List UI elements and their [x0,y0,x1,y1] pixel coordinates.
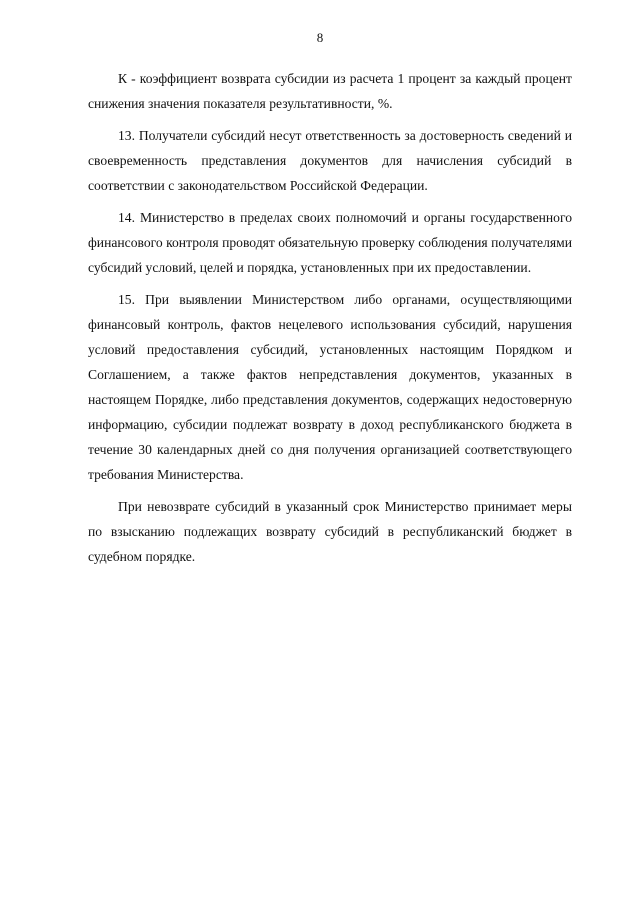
paragraph-14: 14. Министерство в пределах своих полномочий и органы государственного финансового контроля проводят обязательную проверку соблюдения получателями субсидий условий, целей и порядка, установленных при их предоставлении. [88,210,572,275]
paragraph-15: 15. При выявлении Министерством либо органами, осуществляющими финансовый контроль, фактов нецелевого использования субсидий, нарушения условий предоставления субсидий, установленных настоящим Порядком и Соглашением, а также фактов непредставления документов, указанных в настоящем Порядке, либо представления документов, содержащих недостоверную информацию, субсидии подлежат возврату в доход республиканского бюджета в течение 30 календарных дней со дня получения организацией соответствующего требования Министерства. [88,292,572,482]
paragraph-non-return: При невозврате субсидий в указанный срок Министерство принимает меры по взысканию подлежащих возврату субсидий в республиканский бюджет в судебном порядке. [88,499,572,564]
page-number: 8 [316,30,324,45]
document-body [88,66,572,576]
paragraph-13: 13. Получатели субсидий несут ответственность за достоверность сведений и своевременность представления документов для начисления субсидий в соответствии с законодательством Российской Федерации. [88,128,572,193]
paragraph-coefficient-k: К - коэффициент возврата субсидии из расчета 1 процент за каждый процент снижения значения показателя результативности, %. [88,71,572,111]
